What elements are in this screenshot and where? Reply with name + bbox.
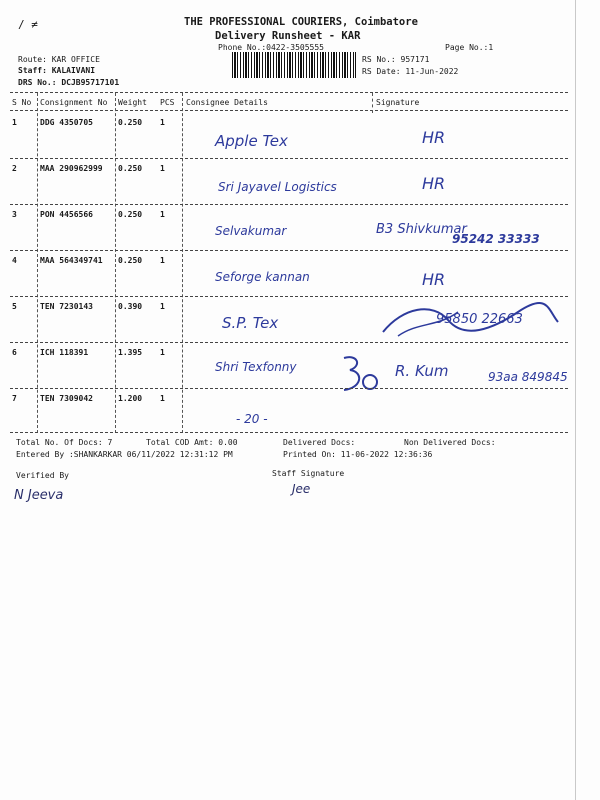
printed-on: Printed On: 11-06-2022 12:36:36	[283, 450, 433, 459]
row-sno: 6	[12, 348, 17, 357]
handwritten-consignee: S.P. Tex	[222, 314, 279, 332]
barcode	[232, 52, 356, 78]
row-weight: 0.250	[118, 164, 143, 173]
handwritten-signature: B3 Shivkumar	[376, 222, 467, 237]
row-pcs: 1	[160, 348, 165, 357]
handwritten-consignee: Seforge kannan	[215, 270, 310, 284]
handwritten-consignee: Sri Jayavel Logistics	[218, 180, 337, 194]
handwritten-consignee: Apple Tex	[215, 132, 288, 150]
company-title: THE PROFESSIONAL COURIERS, Coimbatore	[184, 16, 418, 28]
verified-by-label: Verified By	[16, 471, 69, 480]
row-rule	[10, 250, 568, 251]
row-sno: 7	[12, 394, 17, 403]
row-consignment: ICH 118391	[40, 348, 89, 357]
row-pcs: 1	[160, 394, 165, 403]
delivered-docs: Delivered Docs:	[283, 438, 356, 447]
staff-signature-label: Staff Signature	[272, 469, 345, 478]
rs-number: RS No.: 957171	[362, 55, 430, 64]
handwritten-signature: HR	[422, 270, 446, 289]
table-row	[0, 348, 600, 392]
table-row	[0, 118, 600, 162]
row-sno: 3	[12, 210, 17, 219]
staff: Staff: KALAIVANI	[18, 66, 96, 75]
table-row	[0, 256, 600, 300]
row-weight: 1.200	[118, 394, 143, 403]
corner-marks: ∕ ≠	[18, 18, 38, 31]
rs-date: RS Date: 11-Jun-2022	[362, 67, 459, 76]
handwritten-consignee: - 20 -	[236, 412, 268, 426]
row-sno: 1	[12, 118, 17, 127]
row-weight: 0.250	[118, 256, 143, 265]
row-consignment: MAA 290962999	[40, 164, 103, 173]
total-docs: Total No. Of Docs: 7	[16, 438, 113, 447]
row-rule	[10, 342, 568, 343]
row-rule	[10, 158, 568, 159]
handwritten-signature: HR	[422, 174, 446, 193]
row-rule	[10, 388, 568, 389]
table-rule-bottom	[10, 432, 568, 433]
staff-signature: Jee	[292, 482, 311, 496]
header-rule-top	[10, 92, 568, 93]
route: Route: KAR OFFICE	[18, 55, 100, 64]
phone-number: Phone No.:0422-3505555	[218, 43, 324, 52]
handwritten-consignee: Selvakumar	[215, 224, 287, 238]
col-weight: Weight	[118, 98, 147, 107]
row-rule	[10, 296, 568, 297]
handwritten-consignee: Shri Texfonny	[215, 360, 297, 374]
scribble-mark	[338, 352, 382, 396]
handwritten-signature: R. Kum	[395, 362, 449, 380]
handwritten-phone: 95850 22663	[436, 312, 523, 327]
col-signature: Signature	[376, 98, 420, 107]
drs-number: DRS No.: DCJB95717101	[18, 78, 120, 87]
row-weight: 0.250	[118, 210, 143, 219]
entered-by: Entered By :SHANKARKAR 06/11/2022 12:31:12 PM	[16, 450, 233, 459]
total-cod: Total COD Amt: 0.00	[146, 438, 238, 447]
col-consignment: Consignment No	[40, 98, 108, 107]
handwritten-phone: 95242 33333	[452, 232, 540, 246]
handwritten-signature: HR	[422, 128, 446, 147]
non-delivered-docs: Non Delivered Docs:	[404, 438, 496, 447]
row-consignment: PON 4456566	[40, 210, 93, 219]
row-pcs: 1	[160, 210, 165, 219]
col-pcs: PCS	[160, 98, 175, 107]
row-rule	[10, 204, 568, 205]
page-number: Page No.:1	[445, 43, 494, 52]
row-sno: 5	[12, 302, 17, 311]
table-row	[0, 210, 600, 254]
row-weight: 0.250	[118, 118, 143, 127]
handwritten-phone: 93aa 849845	[488, 370, 568, 384]
verified-by-signature: N Jeeva	[14, 488, 64, 503]
row-sno: 2	[12, 164, 17, 173]
row-consignment: MAA 564349741	[40, 256, 103, 265]
col-consignee: Consignee Details	[186, 98, 268, 107]
table-row	[0, 164, 600, 208]
row-weight: 1.395	[118, 348, 143, 357]
row-consignment: TEN 7230143	[40, 302, 93, 311]
runsheet-subtitle: Delivery Runsheet - KAR	[215, 30, 361, 42]
row-pcs: 1	[160, 256, 165, 265]
row-weight: 0.390	[118, 302, 143, 311]
row-consignment: DDG 4350705	[40, 118, 93, 127]
col-sep	[372, 93, 373, 113]
row-pcs: 1	[160, 118, 165, 127]
row-pcs: 1	[160, 164, 165, 173]
table-row	[0, 302, 600, 346]
row-sno: 4	[12, 256, 17, 265]
header-rule-bottom	[10, 110, 568, 111]
col-sno: S No	[12, 98, 32, 107]
row-consignment: TEN 7309042	[40, 394, 93, 403]
scribble-signature	[378, 302, 568, 342]
row-pcs: 1	[160, 302, 165, 311]
